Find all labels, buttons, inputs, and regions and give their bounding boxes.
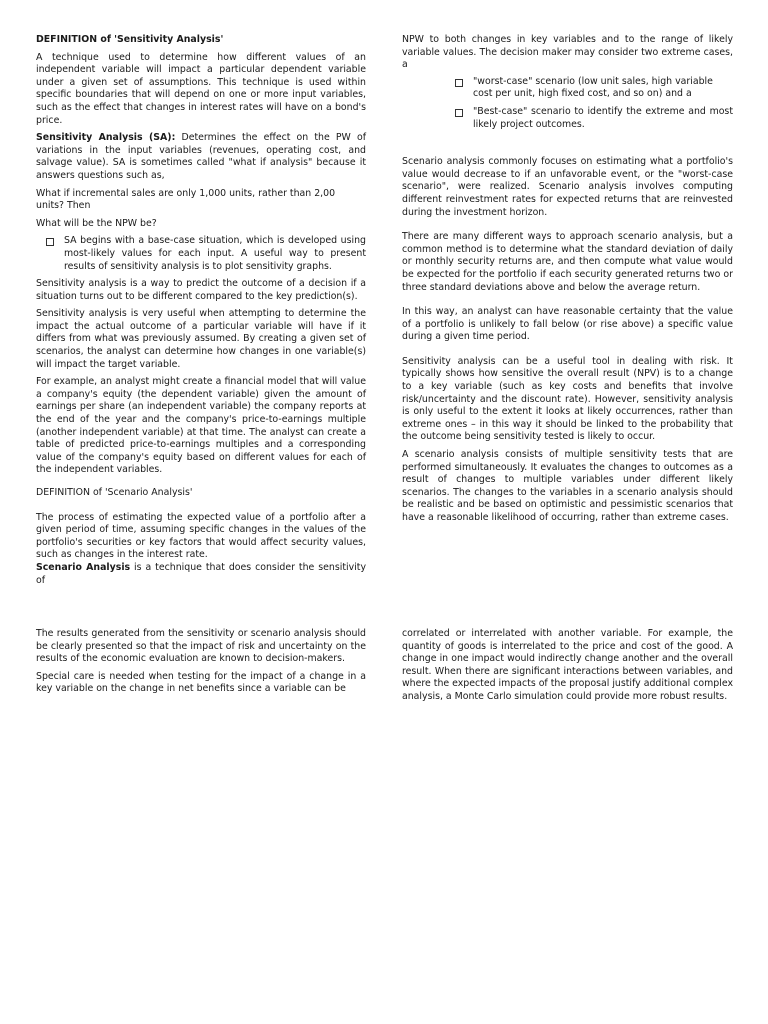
sa-body: Determines the effect on the PW of variations in the input variables (revenues, operating cost, and salvage value). SA is sometimes called "what if analysis" because it answers questions such as, (36, 132, 367, 181)
list-item (455, 76, 733, 101)
checkbox-bullet-icon (455, 79, 463, 87)
right-column-bottom (402, 628, 733, 709)
sa-term: Sensitivity Analysis (SA): (36, 132, 176, 144)
scenario-term: Scenario Analysis (36, 561, 131, 573)
results-paragraph: The results generated from the sensitivity or scenario analysis should be clearly presented so that the impact of risk and uncertainty on the results of the economic evaluation are known to decision-makers. (36, 628, 366, 665)
correlated-paragraph: correlated or interrelated with another variable. For example, the quantity of goods is interrelated to the price and cost of the good. A change in one impact would indirectly change another and the overall result. When there are significant interactions between variables, and where the expected impacts of the proposal justify additional complex analysis, a Monte Carlo simulation could provide more robust results. (402, 628, 733, 702)
example-paragraph: For example, an analyst might create a financial model that will value a company's equity (the dependent variable) given the amount of earnings per share (an independent variable) the company reports at the end of the year and the company's price-to-earnings multiple (another independent variable) at that time. The analyst can create a table of predicted price-to-earnings multiples and a corresponding value of the company's equity based on different values for each of the independent variables. (36, 376, 366, 476)
useful-paragraph: Sensitivity analysis is very useful when attempting to determine the impact the actual outcome of a particular variable will have if it differs from what was previously assumed. By creating a given set of scenarios, the analyst can determine how changes in one variable(s) will impact the target variable. (36, 308, 366, 370)
list-item (46, 235, 366, 273)
focus-paragraph: Scenario analysis commonly focuses on estimating what a portfolio's value would decrease to if an unfavorable event, or the "worst-case scenario", were realized. Scenario analysis involves computing different reinvestment rates for expected returns that are reinvested during the investment horizon. (402, 156, 733, 218)
checkbox-bullet-icon (46, 238, 54, 246)
npw-paragraph: NPW to both changes in key variables and to the range of likely variable values. The decision maker may consider two extreme cases, a (402, 34, 733, 71)
bullet-text: SA begins with a base-case situation, which is developed using most-likely values for each input. A useful way to present results of sensitivity analysis is to plot sensitivity graphs. (64, 235, 366, 272)
predict-paragraph: Sensitivity analysis is a way to predict the outcome of a decision if a situation turns out to be different compared to the key prediction(s). (36, 278, 366, 302)
scenario-analysis-paragraph (36, 562, 366, 587)
sensitivity-definition-heading: DEFINITION of 'Sensitivity Analysis' (36, 34, 224, 45)
scenario-body: is a technique that does consider the sensitivity of (36, 561, 366, 586)
left-column-top (36, 34, 366, 592)
special-care-paragraph: Special care is needed when testing for the impact of a change in a key variable on the change in net benefits since a variable can be (36, 670, 366, 695)
ways-paragraph: There are many different ways to approach scenario analysis, but a common method is to determine what the standard deviation of daily or monthly security returns are, and then compute what value would be expected for the portfolio if each security generated returns two or three standard deviations above and below the average return. (402, 231, 733, 293)
scenario-definition-body: The process of estimating the expected value of a portfolio after a given period of time, assuming specific changes in the values of the portfolio's securities or key factors that would affect security values, such as changes in the interest rate. (36, 511, 366, 561)
certainty-paragraph: In this way, an analyst can have reasonable certainty that the value of a portfolio is unlikely to fall below (or rise above) a specific value during a given time period. (402, 306, 733, 343)
multiple-tests-paragraph: A scenario analysis consists of multiple sensitivity tests that are performed simultaneously. It evaluates the changes to outcomes as a result of changes to multiple variables under different likely scenarios. The changes to the variables in a scenario analysis should be realistic and be based on optimistic and pessimistic scenarios that have a reasonable likelihood of occurring, rather than extreme cases. (402, 449, 733, 523)
sensitivity-definition-body: A technique used to determine how different values of an independent variable will impact a particular dependent variable under a given set of assumptions. This technique is used within specific boundaries that will depend on one or more input variables, such as the effect that changes in interest rates will have on a bond's price. (36, 51, 366, 126)
bullet-text: "Best-case" scenario to identify the extreme and most likely project outcomes. (473, 105, 733, 130)
right-column-top (402, 34, 733, 530)
bullet-text: "worst-case" scenario (low unit sales, high variable cost per unit, high fixed cost, and so on) and a (473, 75, 713, 100)
what-if-question: What if incremental sales are only 1,000 units, rather than 2,00 units? Then (36, 187, 336, 212)
risk-paragraph: Sensitivity analysis can be a useful tool in dealing with risk. It typically shows how sensitive the overall result (NPV) is to a change to a key variable (such as key costs and benefits that involve risk/uncertainty and the discount rate). However, sensitivity analysis is only useful to the extent it looks at likely occurrences, rather than extreme ones – in this way it should be linked to the probability that the outcome being sensitivity tested is likely to occur. (402, 355, 733, 443)
list-item (455, 106, 733, 131)
left-column-bottom (36, 628, 366, 701)
npw-question: What will be the NPW be? (36, 217, 157, 229)
checkbox-bullet-icon (455, 109, 463, 117)
sa-paragraph (36, 132, 366, 182)
scenario-definition-heading: DEFINITION of 'Scenario Analysis' (36, 487, 193, 498)
